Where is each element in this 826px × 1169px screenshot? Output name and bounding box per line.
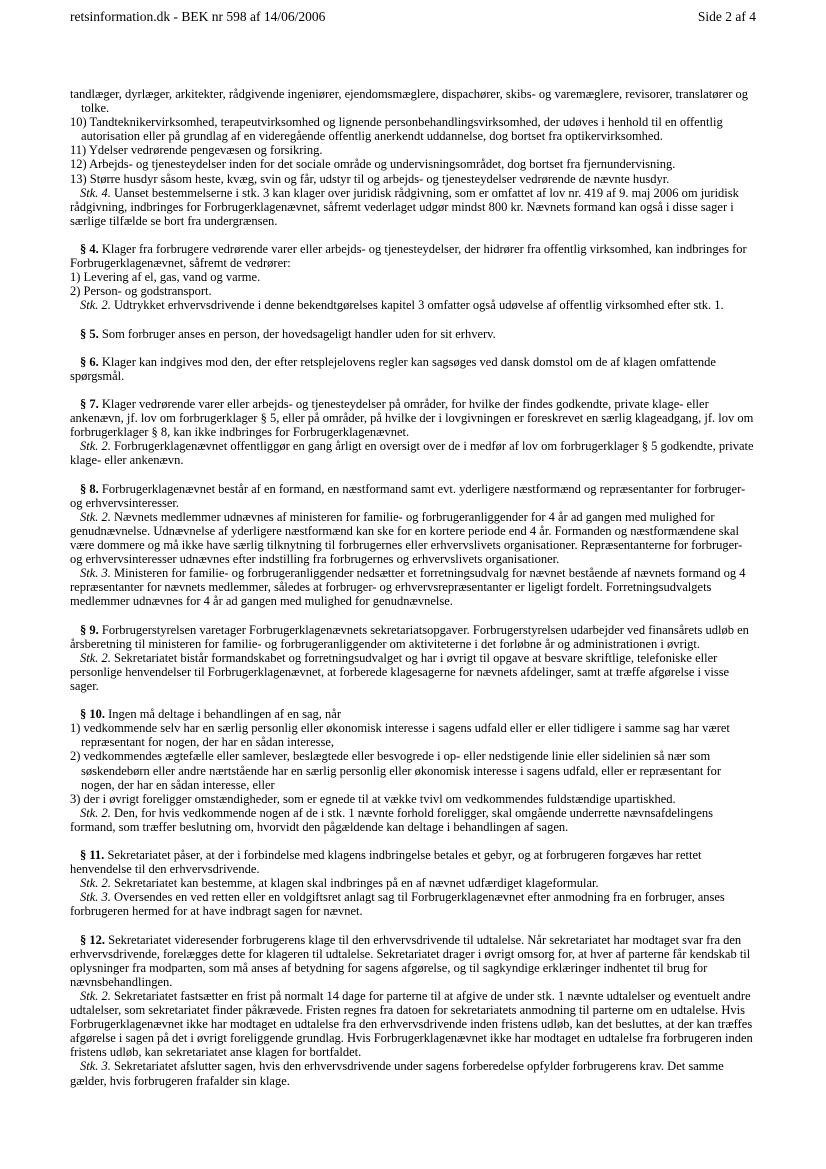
paragraph-text: Klager vedrørende varer eller arbejds- og tjenesteydelser på områder, for hvilke der findes godkendte, private klage- eller ankenævn, jf. lov om forbrugerklager § 5, eller på områder, på hvilke der i lovgivningen er foreskrevet en særlig klageadgang, jf. lov om forbrugerklager § 8, kan ikke indbringes for Forbrugerklagenævnet. [70, 397, 754, 440]
paragraph-text: 1) vedkommende selv har en særlig personlig eller økonomisk interesse i sagens udfald eller er eller tidligere i samme sag har været repræsentant for nogen, der har en sådan interesse, [70, 721, 730, 750]
list-item [70, 270, 757, 284]
paragraph-text: Sekretariatet videresender forbrugerens klage til den erhvervsdrivende til udtalelse. Når sekretariatet har modtaget svar fra den erhvervsdrivende, forelægges dette for klageren til udtalelse. Sekretariatet drager i øvrigt omsorg for, at hver af parterne får kendskab til oplysninger fra modparten, som må anses af betydning for sagens afgørelse, og til sagkyndige erklæringer indhentet til brug for nævnsbehandlingen. [70, 932, 751, 989]
paragraph-text: Den, for hvis vedkommende nogen af de i stk. 1 nævnte forhold foreligger, skal omgående underrette nævnsafdelingens formand, som træffer beslutning om, hvorvidt den pågældende kan deltage i behandlingen af sagen. [70, 805, 714, 834]
subsection-stk-2 [70, 298, 757, 312]
paragraph-text: Oversendes en ved retten eller en voldgiftsret anlagt sag til Forbrugerklagenævnet efter anmodning fra en forbruger, anses forbrugeren hermed for at have indbragt sagen for nævnet. [70, 890, 725, 919]
subsection-stk-3 [70, 566, 757, 608]
list-item [70, 172, 757, 186]
paragraph-text: 3) der i øvrigt foreligger omstændigheder, som er egnede til at vække tvivl om vedkommendes fuldstændige upartiskhed. [70, 791, 676, 806]
paragraph-text: Ingen må deltage i behandlingen af en sag, når [105, 707, 342, 722]
section-label: § 10. [80, 707, 105, 722]
section-label: § 9. [80, 622, 99, 637]
section-label: § 12. [80, 932, 105, 947]
paragraph-text: Sekretariatet kan bestemme, at klagen skal indbringes på en af nævnet udfærdiget klageformular. [110, 876, 599, 891]
subsection-stk-3 [70, 890, 757, 918]
section-label: § 7. [80, 397, 99, 412]
page-indicator: Side 2 af 4 [697, 9, 756, 24]
subsection-label: Stk. 2. [80, 650, 111, 665]
subsection-label: Stk. 2. [80, 989, 111, 1003]
paragraph-text: Sekretariatet påser, at der i forbindelse med klagens indbringelse betales et gebyr, og at forbrugeren forgæves har rettet henvendelse til den erhvervsdrivende. [70, 848, 702, 877]
paragraph-text: Klager fra forbrugere vedrørende varer eller arbejds- og tjenesteydelser, der hidrører fra offentlig virksomhed, kan indbringes for Forbrugerklagenævnet, såfremt de vedrører: [70, 242, 747, 271]
paragraph-text: Uanset bestemmelserne i stk. 3 kan klager over juridisk rådgivning, som er omfattet af lov nr. 419 af 9. maj 2006 om juridisk rådgivning, indbringes for Forbrugerklagenævnet, såfremt vederlaget udgør mindst 800 kr. Nævnets formand kan også i disse sager i særlige tilfælde se bort fra undergrænsen. [70, 185, 739, 228]
subsection-stk-2 [70, 439, 757, 467]
list-continuation [70, 87, 757, 115]
section-8 [70, 482, 757, 510]
list-item [70, 792, 757, 806]
subsection-stk-4 [70, 186, 757, 228]
section-10 [70, 707, 757, 721]
subsection-label: Stk. 3. [80, 890, 111, 905]
section-label: § 4. [80, 242, 99, 257]
section-12 [70, 933, 757, 989]
list-item [70, 721, 757, 749]
subsection-stk-3 [70, 1059, 757, 1087]
paragraph-text: Udtrykket erhvervsdrivende i denne bekendtgørelses kapitel 3 omfatter også udøvelse af offentlig virksomhed efter stk. 1. [110, 298, 724, 313]
subsection-label: Stk. 4. [80, 185, 111, 200]
subsection-stk-2 [70, 876, 757, 890]
page-header [70, 8, 756, 25]
subsection-label: Stk. 2. [80, 876, 111, 891]
paragraph-text: 2) vedkommendes ægtefælle eller samlever, beslægtede eller besvogrede i op- eller nedstigende linie eller sidelinien så nær som søskendebørn eller andre nærtstående har en særlig personlig eller økonomisk interesse i sagens udfald, eller er repræsentant for nogen, der har en sådan interesse, eller [70, 749, 722, 792]
list-item [70, 143, 757, 157]
section-label: § 5. [80, 326, 99, 341]
section-label: § 6. [80, 354, 99, 369]
paragraph-text: Nævnets medlemmer udnævnes af ministeren for familie- og forbrugeranliggender for 4 år ad gangen med mulighed for genudnævnelse. Udnævnelse af yderligere næstformænd kan ske for en kortere periode end 4 år. Formanden og næstformændene skal være dommere og må ikke have særlig tilknytning til forbrugernes eller erhvervslivets organisationer. Repræsentanterne for forbruger- og erhvervsinteresser udnævnes efter indstilling fra forbrugernes og erhvervslivets organisationer. [70, 509, 743, 567]
paragraph-text: Ministeren for familie- og forbrugeranliggender nedsætter et forretningsudvalg for nævnet bestående af nævnets formand og 4 repræsentanter for nævnets medlemmer, således at forbruger- og erhvervsrepræsentanter er ligeligt fordelt. Forretningsudvalgets medlemmer udnævnes for 4 år ad gangen med mulighed for genudnævnelse. [70, 566, 746, 609]
section-4 [70, 242, 757, 270]
subsection-stk-2 [70, 989, 757, 1059]
section-label: § 8. [80, 481, 99, 496]
subsection-label: Stk. 2. [80, 509, 111, 524]
section-label: § 11. [80, 848, 105, 863]
paragraph-text: Sekretariatet fastsætter en frist på normalt 14 dage for parterne til at afgive de under stk. 1 nævnte udtalelser og eventuelt andre udtalelser, som sekretariatet finder påkrævede. Fristen regnes fra datoen for sekretariatets anmodning til parterne om en udtalelse. Hvis Forbrugerklagenævnet ikke har modtaget en udtalelse fra den erhvervsdrivende inden fristens udløb, kan det besluttes, at der kan træffes afgørelse i sagen på det i øvrigt foreliggende grundlag. Hvis Forbrugerklagenævnet ikke har modtaget en udtalelse fra forbrugeren inden fristens udløb, kan sekretariatet anse klagen for bortfaldet. [70, 989, 753, 1060]
paragraph-text: Forbrugerklagenævnet består af en formand, en næstformand samt evt. yderligere næstformænd og repræsentanter for forbruger- og erhvervsinteresser. [70, 481, 746, 510]
paragraph-text: Klager kan indgives mod den, der efter retsplejelovens regler kan sagsøges ved dansk domstol om de af klagen omfattende spørgsmål. [70, 354, 716, 383]
paragraph-text: Sekretariatet bistår formandskabet og forretningsudvalget og har i øvrigt til opgave at besvare skriftlige, telefoniske eller personlige henvendelser til Forbrugerklagenævnet, at forberede klagesagerne for nævnets afdelinger, samt at træffe afgørelse i visse sager. [70, 650, 730, 693]
document-body [70, 87, 757, 1088]
subsection-label: Stk. 3. [80, 1059, 111, 1074]
paragraph-text: Forbrugerklagenævnet offentliggør en gang årligt en oversigt over de i medfør af lov om forbrugerklager § 5 godkendte, private klage- eller ankenævn. [70, 439, 754, 468]
paragraph-text: tandlæger, dyrlæger, arkitekter, rådgivende ingeniører, ejendomsmæglere, dispachører, skibs- og varemæglere, revisorer, translatører og tolke. [70, 87, 749, 116]
section-9 [70, 623, 757, 651]
section-5 [70, 327, 757, 341]
section-7 [70, 397, 757, 439]
paragraph-text: Sekretariatet afslutter sagen, hvis den erhvervsdrivende under sagens forberedelse opfylder forbrugerens krav. Det samme gælder, hvis forbrugeren frafalder sin klage. [70, 1059, 724, 1088]
subsection-label: Stk. 2. [80, 439, 111, 454]
list-item [70, 157, 757, 171]
list-item [70, 749, 757, 791]
paragraph-text: 1) Levering af el, gas, vand og varme. [70, 270, 261, 285]
section-6 [70, 355, 757, 383]
subsection-stk-2 [70, 806, 757, 834]
section-11 [70, 848, 757, 876]
paragraph-text: 12) Arbejds- og tjenesteydelser inden for det sociale område og undervisningsområdet, dog bortset fra fjernundervisning. [70, 157, 676, 172]
subsection-label: Stk. 3. [80, 566, 111, 581]
list-item [70, 284, 757, 298]
document-reference: retsinformation.dk - BEK nr 598 af 14/06/2006 [70, 9, 326, 24]
subsection-stk-2 [70, 510, 757, 566]
paragraph-text: 11) Ydelser vedrørende pengevæsen og forsikring. [70, 143, 323, 158]
paragraph-text: Forbrugerstyrelsen varetager Forbrugerklagenævnets sekretariatsopgaver. Forbrugerstyrelsen udarbejder ved finansårets udløb en årsberetning til ministeren for familie- og forbrugeranliggender om aktiviteterne i det forløbne år og administrationen i øvrigt. [70, 622, 749, 651]
paragraph-text: 2) Person- og godstransport. [70, 284, 212, 299]
paragraph-text: 13) Større husdyr såsom heste, kvæg, svin og får, udstyr til og arbejds- og tjenesteydelser vedrørende de nævnte husdyr. [70, 171, 670, 186]
subsection-stk-2 [70, 651, 757, 693]
paragraph-text: Som forbruger anses en person, der hovedsageligt handler uden for sit erhverv. [98, 326, 496, 341]
subsection-label: Stk. 2. [80, 805, 111, 820]
paragraph-text: 10) Tandteknikervirksomhed, terapeutvirksomhed og lignende personbehandlingsvirksomhed, der udøves i henhold til en offentlig autorisation eller på grundlag af en videregående offentlig anerkendt uddannelse, dog bortset fra optikervirksomhed. [70, 115, 723, 144]
list-item [70, 115, 757, 143]
subsection-label: Stk. 2. [80, 298, 111, 313]
